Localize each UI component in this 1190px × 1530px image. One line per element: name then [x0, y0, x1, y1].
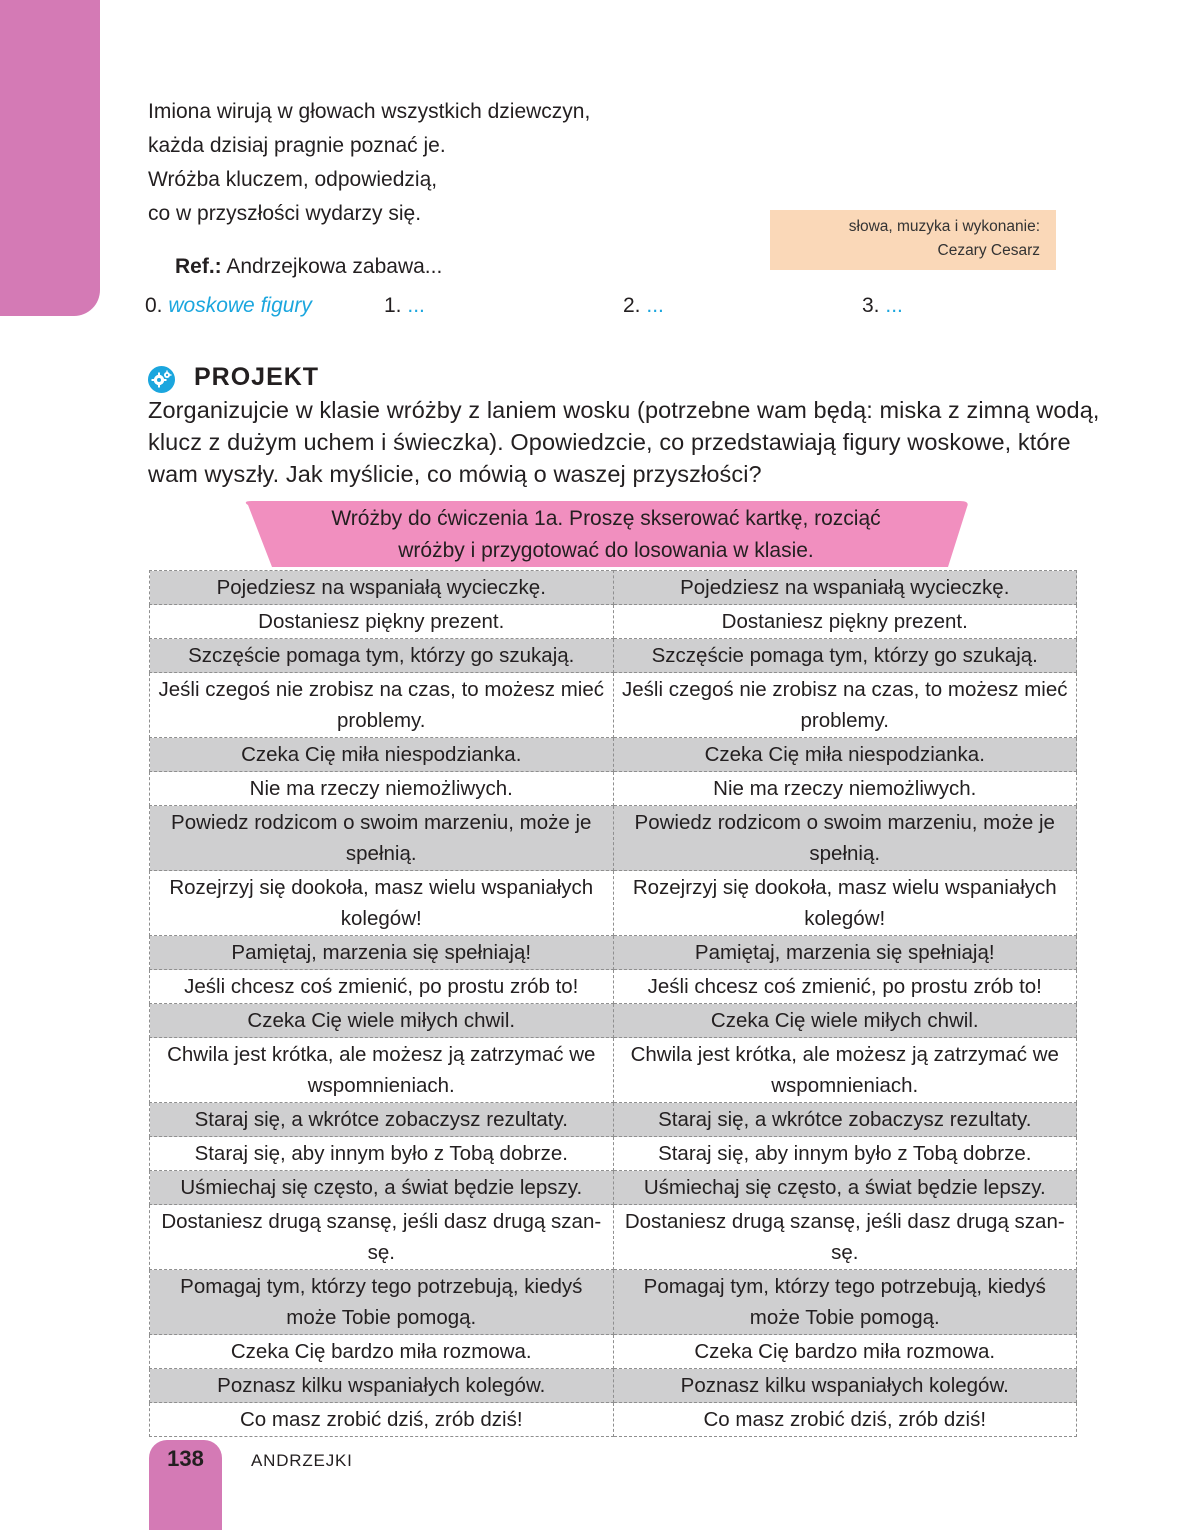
teacher-note-line: Wróżby do ćwiczenia 1a. Proszę skserować kartkę, rozciąć [331, 507, 881, 530]
answer-number: 2. [623, 294, 641, 317]
fortune-card: Pomagaj tym, którzy tego potrzebują, kiedyś może Tobie pomogą. [150, 1270, 614, 1335]
answer-item [862, 294, 903, 318]
teacher-note-line: wróżby i przygotować do losowania w klasie. [398, 539, 814, 562]
teacher-note-banner [242, 501, 970, 567]
fortune-row [150, 571, 1077, 605]
fortune-card: Pamiętaj, marzenia się spełniają! [150, 936, 614, 970]
fortune-card: Pojedziesz na wspaniałą wycieczkę. [613, 571, 1077, 605]
fortune-card: Szczęście pomaga tym, którzy go szukają. [613, 639, 1077, 673]
fortune-card: Jeśli czegoś nie zrobisz na czas, to możesz mieć problemy. [613, 673, 1077, 738]
answer-item [145, 294, 312, 318]
fortune-card: Czeka Cię bardzo miła rozmowa. [613, 1335, 1077, 1369]
fortune-card: Chwila jest krótka, ale możesz ją zatrzymać we wspomnieniach. [150, 1038, 614, 1103]
gears-icon [148, 366, 175, 393]
answer-number: 3. [862, 294, 880, 317]
answer-value: woskowe figury [168, 294, 312, 317]
fortune-card: Staraj się, aby innym było z Tobą dobrze. [150, 1137, 614, 1171]
credit-author: Cezary Cesarz [937, 242, 1040, 259]
project-title: PROJEKT [194, 363, 320, 391]
fortune-row [150, 1369, 1077, 1403]
fortune-cards-table [149, 570, 1077, 1437]
fortune-card: Pomagaj tym, którzy tego potrzebują, kiedyś może Tobie pomogą. [613, 1270, 1077, 1335]
fortune-row [150, 605, 1077, 639]
fortune-card: Chwila jest krótka, ale możesz ją zatrzymać we wspomnieniach. [613, 1038, 1077, 1103]
answer-number: 1. [384, 294, 402, 317]
fortune-card: Dostaniesz piękny prezent. [613, 605, 1077, 639]
answer-number: 0. [145, 294, 163, 317]
fortune-card: Rozejrzyj się dookoła, masz wielu wspaniałych kolegów! [613, 871, 1077, 936]
fortune-card: Nie ma rzeczy niemożliwych. [613, 772, 1077, 806]
fortune-row [150, 772, 1077, 806]
fortune-card: Staraj się, a wkrótce zobaczysz rezultaty. [150, 1103, 614, 1137]
project-instructions: Zorganizujcie w klasie wróżby z laniem wosku (potrzebne wam będą: miska z zimną wodą, klucz z dużym uchem i świeczka). Opowiedzcie, co przedstawiają figury woskowe, które wam wyszły. Jak myślicie, co mówią o waszej przyszłości? [148, 397, 1100, 487]
fortune-card: Uśmiechaj się często, a świat będzie lepszy. [613, 1171, 1077, 1205]
refrain [175, 255, 442, 279]
fortune-card: Dostaniesz drugą szansę, jeśli dasz drugą szan-sę. [613, 1205, 1077, 1270]
fortune-card: Czeka Cię miła niespodzianka. [613, 738, 1077, 772]
verse-line: co w przyszłości wydarzy się. [148, 202, 422, 225]
fortune-card: Szczęście pomaga tym, którzy go szukają. [150, 639, 614, 673]
fortune-row [150, 1103, 1077, 1137]
refrain-text: Andrzejkowa zabawa... [226, 255, 443, 278]
fortune-card: Pojedziesz na wspaniałą wycieczkę. [150, 571, 614, 605]
side-tab [0, 0, 100, 316]
fortune-row [150, 639, 1077, 673]
fortune-row [150, 1335, 1077, 1369]
fortune-card: Poznasz kilku wspaniałych kolegów. [613, 1369, 1077, 1403]
fortune-card: Czeka Cię miła niespodzianka. [150, 738, 614, 772]
fortune-row [150, 738, 1077, 772]
fortune-row [150, 1403, 1077, 1437]
fortune-card: Powiedz rodzicom o swoim marzeniu, może je spełnią. [150, 806, 614, 871]
answer-value: ... [646, 294, 664, 317]
fortune-row [150, 1270, 1077, 1335]
fortune-row [150, 1205, 1077, 1270]
answer-item [384, 294, 425, 318]
fortune-card: Pamiętaj, marzenia się spełniają! [613, 936, 1077, 970]
fortune-row [150, 806, 1077, 871]
fortune-row [150, 1004, 1077, 1038]
credit-role: słowa, muzyka i wykonanie: [848, 218, 1040, 235]
fortune-row [150, 970, 1077, 1004]
page-number-tab [149, 1440, 222, 1530]
fortune-card: Czeka Cię wiele miłych chwil. [150, 1004, 614, 1038]
fortune-card: Jeśli chcesz coś zmienić, po prostu zrób to! [613, 970, 1077, 1004]
fortune-card: Dostaniesz piękny prezent. [150, 605, 614, 639]
fortune-card: Jeśli chcesz coś zmienić, po prostu zrób to! [150, 970, 614, 1004]
answer-value: ... [885, 294, 903, 317]
fortune-row [150, 1137, 1077, 1171]
answer-item [623, 294, 664, 318]
verse-line: Imiona wirują w głowach wszystkich dziewczyn, [148, 100, 591, 123]
fortune-card: Dostaniesz drugą szansę, jeśli dasz drugą szan-sę. [150, 1205, 614, 1270]
fortune-card: Uśmiechaj się często, a świat będzie lepszy. [150, 1171, 614, 1205]
fortune-row [150, 936, 1077, 970]
answer-row [0, 294, 1190, 324]
fortune-card: Staraj się, aby innym było z Tobą dobrze. [613, 1137, 1077, 1171]
answer-value: ... [407, 294, 425, 317]
fortune-card: Czeka Cię bardzo miła rozmowa. [150, 1335, 614, 1369]
chapter-title: ANDRZEJKI [251, 1451, 353, 1470]
song-verse [148, 95, 590, 231]
fortune-card: Co masz zrobić dziś, zrób dziś! [613, 1403, 1077, 1437]
fortune-card: Co masz zrobić dziś, zrób dziś! [150, 1403, 614, 1437]
fortune-card: Poznasz kilku wspaniałych kolegów. [150, 1369, 614, 1403]
fortune-card: Powiedz rodzicom o swoim marzeniu, może je spełnią. [613, 806, 1077, 871]
refrain-label: Ref.: [175, 255, 222, 278]
fortune-card: Staraj się, a wkrótce zobaczysz rezultaty. [613, 1103, 1077, 1137]
verse-line: każda dzisiaj pragnie poznać je. [148, 134, 446, 157]
teacher-note-text [242, 503, 970, 567]
fortune-row [150, 1171, 1077, 1205]
fortune-row [150, 1038, 1077, 1103]
fortune-card: Nie ma rzeczy niemożliwych. [150, 772, 614, 806]
fortune-card: Rozejrzyj się dookoła, masz wielu wspaniałych kolegów! [150, 871, 614, 936]
fortune-card: Jeśli czegoś nie zrobisz na czas, to możesz mieć problemy. [150, 673, 614, 738]
fortune-row [150, 673, 1077, 738]
fortune-row [150, 871, 1077, 936]
page-number: 138 [167, 1446, 204, 1471]
fortune-card: Czeka Cię wiele miłych chwil. [613, 1004, 1077, 1038]
song-credit [770, 210, 1056, 270]
verse-line: Wróżba kluczem, odpowiedzią, [148, 168, 438, 191]
